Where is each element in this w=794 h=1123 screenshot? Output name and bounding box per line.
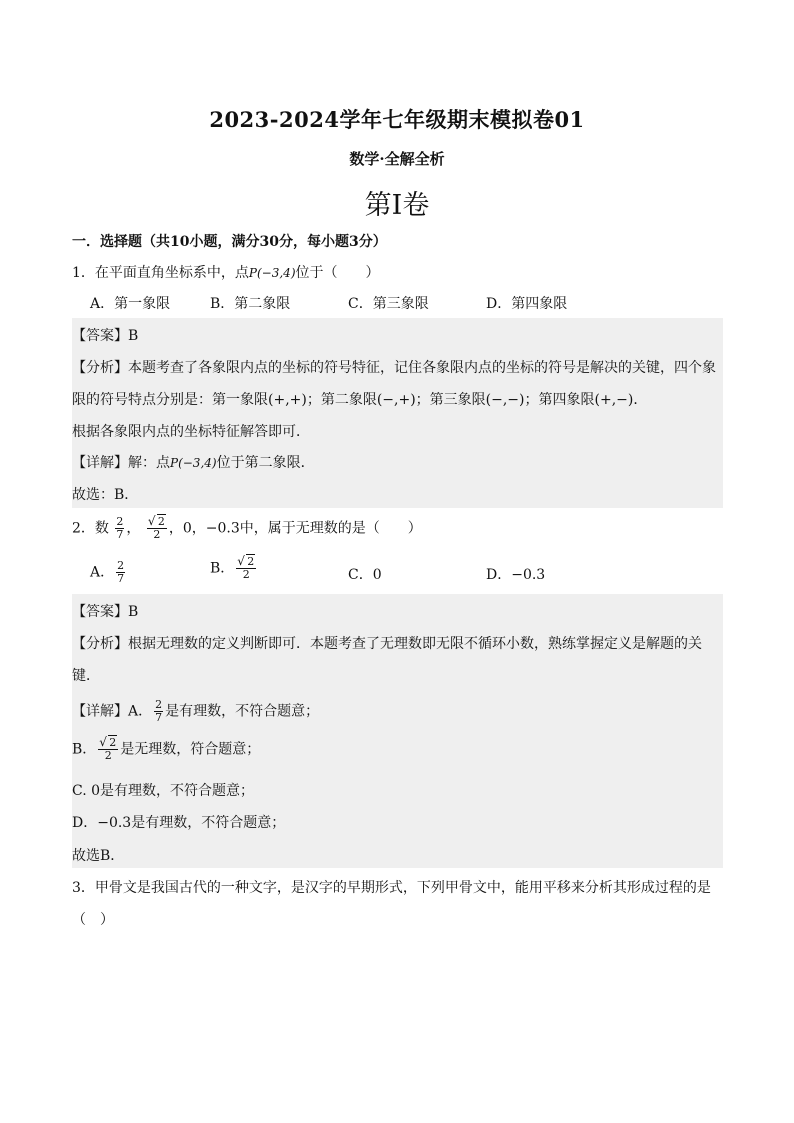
question-2-detail-d: D．−0.3是有理数，不符合题意； xyxy=(72,815,286,831)
question-1-option-a: A．第一象限 xyxy=(90,296,171,312)
question-1-stem: 1．在平面直角坐标系中，点P(−3,4)位于（ ） xyxy=(72,265,380,281)
question-3-stem-line-2: （ ） xyxy=(72,912,114,928)
question-1-detail: 【详解】解：点P(−3,4)位于第二象限． xyxy=(72,455,315,471)
question-2-choice: 故选B． xyxy=(72,848,125,864)
question-1-analysis-line-3: 根据各象限内点的坐标特征解答即可． xyxy=(72,424,310,440)
question-2-option-a: A． $\frac{2}{7}$ xyxy=(90,559,125,585)
question-2-detail-b: B． √ 2 2 是无理数，符合题意； xyxy=(72,735,261,762)
document-title: 2023-2024学年七年级期末模拟卷01 xyxy=(209,107,585,132)
question-1-option-b: B．第二象限 xyxy=(210,296,291,312)
question-2-detail-a: 【详解】A． $\frac{2}{7}$ 是有理数，不符合题意； xyxy=(72,698,320,724)
question-1-option-c: C．第三象限 xyxy=(348,296,429,312)
question-1-choice: 故选：B． xyxy=(72,487,139,503)
question-2-option-d: D．−0.3 xyxy=(486,567,546,583)
question-1-solution-box xyxy=(72,318,723,508)
question-2-option-c: C．0 xyxy=(348,567,382,583)
question-2-option-b: B． √ 2 2 xyxy=(210,554,255,581)
question-1-analysis-line-2: 限的符号特点分别是：第一象限(+,+)；第二象限(−,+)；第三象限(−,−)；第四象限(+,−)． xyxy=(72,392,648,408)
volume-heading: 第Ⅰ卷 xyxy=(364,190,430,221)
question-2-detail-c: C. 0是有理数，不符合题意； xyxy=(72,783,255,799)
question-3-stem-line-1: 3．甲骨文是我国古代的一种文字，是汉字的早期形式，下列甲骨文中，能用平移来分析其形成过程的是 xyxy=(72,880,711,896)
fraction-sqrt2-over-2: √ 2 2 xyxy=(147,514,165,541)
question-2-analysis-line-2: 键． xyxy=(72,668,100,684)
question-2-stem: 2．数 $\frac{2}{7}$ ， √ 2 2 ，0，−0.3中，属于无理数的是（ ） xyxy=(72,514,422,541)
question-1-option-d: D．第四象限 xyxy=(486,296,568,312)
document-subtitle: 数学·全解全析 xyxy=(349,150,445,168)
question-2-answer: 【答案】B xyxy=(72,604,139,620)
section-heading: 一．选择题（共10小题，满分30分，每小题3分） xyxy=(72,234,387,250)
question-2-analysis-line-1: 【分析】根据无理数的定义判断即可．本题考查了无理数即无限不循环小数，熟练掌握定义是解题的关 xyxy=(72,636,702,652)
fraction-two-sevenths: $\frac{2}{7}$ xyxy=(116,515,124,541)
question-1-answer: 【答案】B xyxy=(72,328,139,344)
question-1-analysis-line-1: 【分析】本题考查了各象限内点的坐标的符号特征，记住各象限内点的坐标的符号是解决的关键，四个象 xyxy=(72,360,716,376)
